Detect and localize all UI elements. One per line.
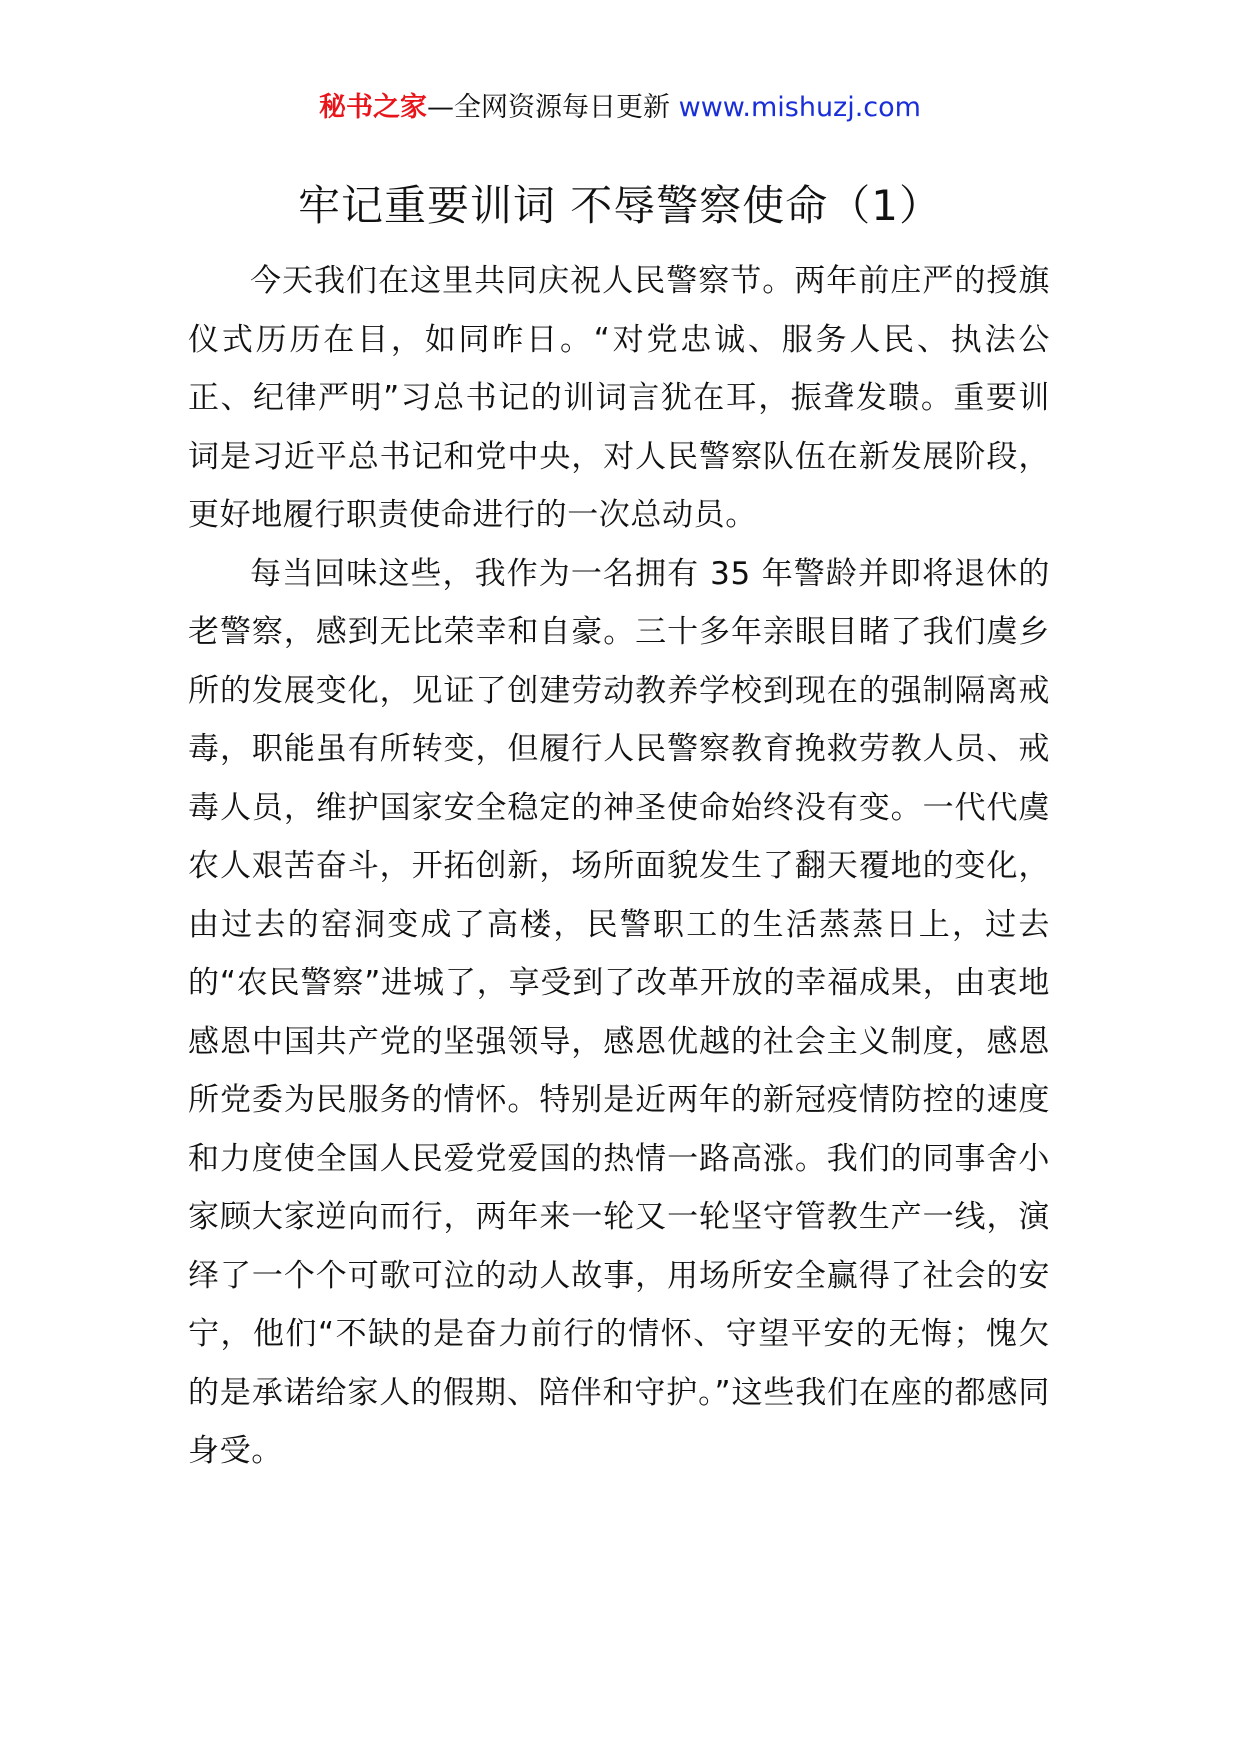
document-title: 牢记重要训词 不辱警察使命（1） (297, 181, 943, 230)
site-tagline: —全网资源每日更新 (427, 92, 671, 123)
site-header (0, 88, 1240, 128)
document-body (188, 252, 1050, 1481)
site-url-link[interactable]: www.mishuzj.com (678, 92, 921, 123)
paragraph-1: 今天我们在这里共同庆祝人民警察节。两年前庄严的授旗仪式历历在目，如同昨日。“对党忠诚、服务人民、执法公正、纪律严明”习总书记的训词言犹在耳，振聋发聩。重要训词是习近平总书记和党中央，对人民警察队伍在新发展阶段，更好地履行职责使命进行的一次总动员。 (188, 263, 1050, 533)
site-brand: 秘书之家 (319, 92, 428, 123)
paragraph-2: 每当回味这些，我作为一名拥有 35 年警龄并即将退休的老警察，感到无比荣幸和自豪。三十多年亲眼目睹了我们虞乡所的发展变化，见证了创建劳动教养学校到现在的强制隔离戒毒，职能虽有所转变，但履行人民警察教育挽救劳教人员、戒毒人员，维护国家安全稳定的神圣使命始终没有变。一代代虞农人艰苦奋斗，开拓创新，场所面貌发生了翻天覆地的变化，由过去的窑洞变成了高楼，民警职工的生活蒸蒸日上，过去的“农民警察”进城了，享受到了改革开放的幸福成果，由衷地感恩中国共产党的坚强领导，感恩优越的社会主义制度，感恩所党委为民服务的情怀。特别是近两年的新冠疫情防控的速度和力度使全国人民爱党爱国的热情一路高涨。我们的同事舍小家顾大家逆向而行，两年来一轮又一轮坚守管教生产一线，演绎了一个个可歌可泣的动人故事，用场所安全赢得了社会的安宁，他们“不缺的是奋力前行的情怀、守望平安的无悔；愧欠的是承诺给家人的假期、陪伴和守护。”这些我们在座的都感同身受。 (188, 555, 1050, 1469)
